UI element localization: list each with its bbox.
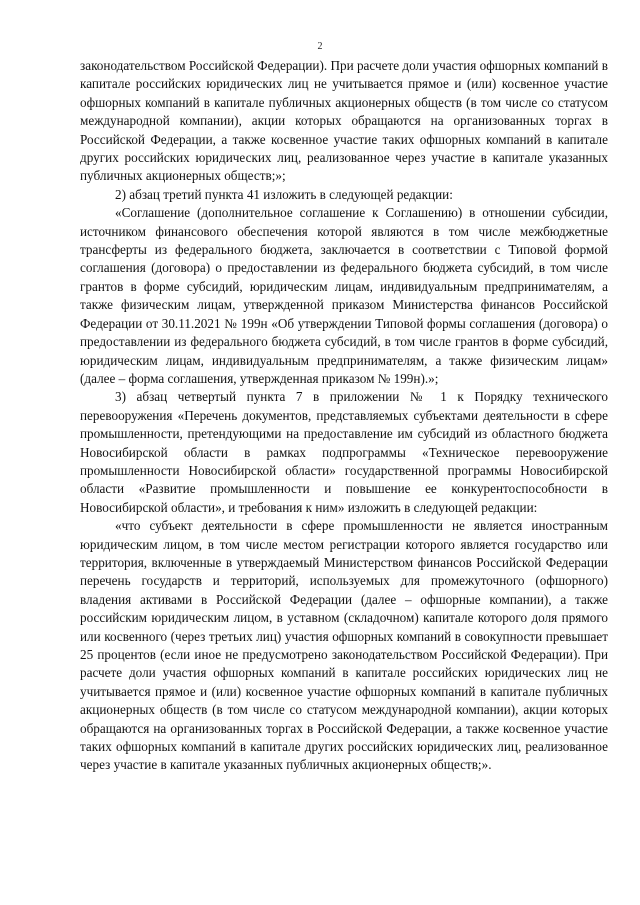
page-number: 2 [317, 41, 323, 52]
paragraph-amendment-2: 2) абзац третий пункта 41 изложить в следующей редакции: [115, 186, 453, 202]
document-body [80, 57, 608, 775]
paragraph-continuation: законодательством Российской Федерации). При расчете доли участия офшорных компаний в капитале российских юридических лиц не учитывается прямое и (или) косвенное участие офшорных компаний в капитале публичных акционерных обществ (в том числе со статусом международной компании), акции которых обращаются на организованных торгах в Российской Федерации, а также косвенное участие таких офшорных компаний в капитале других российских юридических лиц, реализованное через участие в капитале указанных публичных акционерных обществ;»; [80, 58, 608, 184]
paragraph-offshore-quote: «что субъект деятельности в сфере промышленности не является иностранным юридическим лицом, в том числе местом регистрации которого является государство или территория, включенные в утверждаемый Министерством финансов Российской Федерации перечень государств и территорий, используемых для промежуточного (офшорного) владения активами в Российской Федерации (далее – офшорные компании), а также российским юридическим лицом, в уставном (складочном) капитале которого доля прямого или косвенного (через третьих лиц) участия офшорных компаний в совокупности превышает 25 процентов (если иное не предусмотрено законодательством Российской Федерации). При расчете доли участия офшорных компаний в капитале российских юридических лиц не учитывается прямое и (или) косвенное участие офшорных компаний в капитале публичных акционерных обществ (в том числе со статусом международной компании), акции которых обращаются на организованных торгах в Российской Федерации, а также косвенное участие таких офшорных компаний в капитале других российских юридических лиц, реализованное через участие в капитале указанных публичных акционерных обществ;». [80, 518, 608, 773]
paragraph-amendment-3: 3) абзац четвертый пункта 7 в приложении № 1 к Порядку технического перевооружения «Перечень документов, представляемых субъектами деятельности в сфере промышленности, претендующими на предоставление им субсидий из областного бюджета Новосибирской области в рамках подпрограммы «Техническое перевооружение промышленности Новосибирской области» государственной программы Новосибирской области «Развитие промышленности и повышение ее конкурентоспособности в Новосибирской области», и требования к ним» изложить в следующей редакции: [80, 389, 608, 515]
paragraph-agreement-quote: «Соглашение (дополнительное соглашение к Соглашению) в отношении субсидии, источником финансового обеспечения которой являются в том числе межбюджетные трансферты из федерального бюджета, заключается в соответствии с Типовой формой соглашения (договора) о предоставлении из федерального бюджета субсидий, в том числе грантов в форме субсидий, юридическим лицам, индивидуальным предпринимателям, а также физическим лицам, утвержденной приказом Министерства финансов Российской Федерации от 30.11.2021 № 199н «Об утверждении Типовой формы соглашения (договора) о предоставлении из федерального бюджета субсидий, в том числе грантов в форме субсидий, юридическим лицам, индивидуальным предпринимателям, а также физическим лицам» (далее – форма соглашения, утвержденная приказом № 199н).»; [80, 205, 608, 386]
